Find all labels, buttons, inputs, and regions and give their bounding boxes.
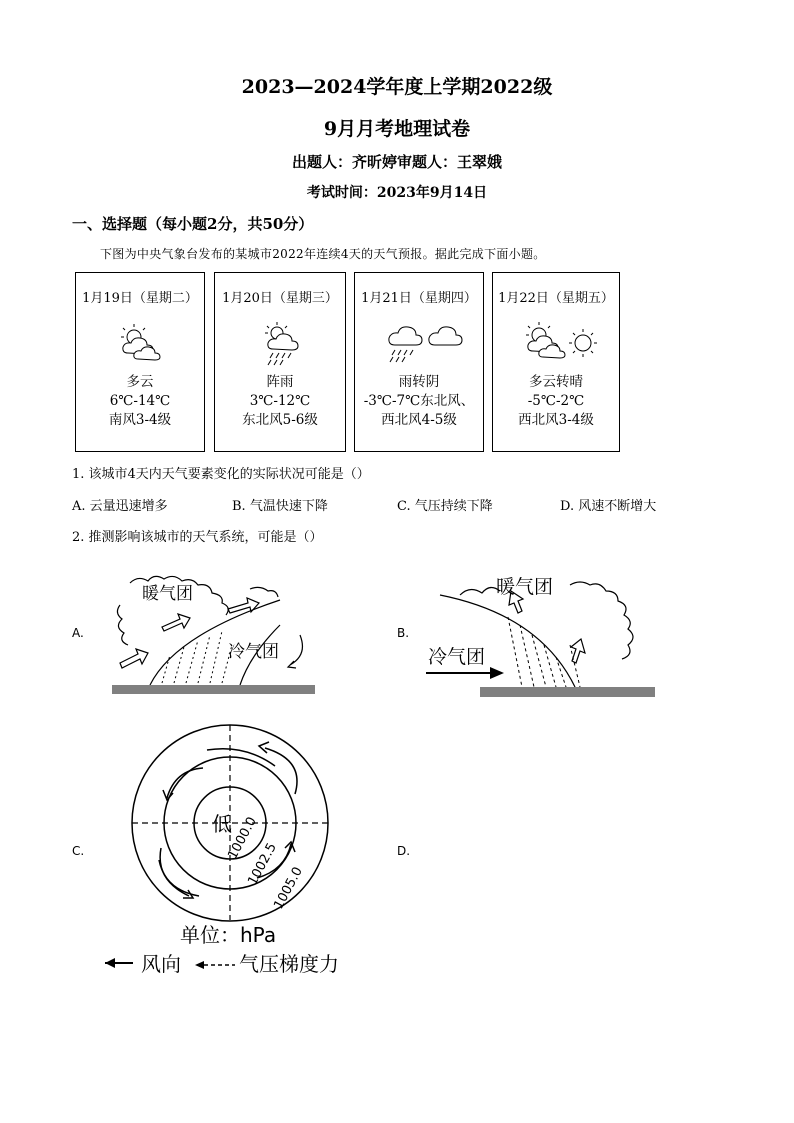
diagram-b-cold-label: 冷气团 — [428, 646, 486, 668]
question-1-option-d[interactable]: D. 风速不断增大 — [560, 499, 657, 514]
forecast-card — [492, 272, 620, 452]
exam-authors: 出题人：齐昕婷审题人：王翠娥 — [291, 153, 502, 171]
forecast-weather: 多云转晴 — [529, 374, 583, 390]
forecast-icons — [493, 319, 619, 369]
forecast-day: 1月21日（星期四） — [361, 291, 477, 306]
forecast-wind: 南风3-4级 — [108, 412, 172, 428]
forecast-weather: 阵雨 — [266, 374, 294, 390]
partly-cloudy-icon — [493, 319, 621, 369]
forecast-card — [214, 272, 346, 452]
forecast-wind: 东北风5-6级 — [242, 412, 318, 428]
question-1-option-a[interactable]: A. 云量迅速增多 — [72, 499, 168, 514]
question-2-option-d[interactable]: D. — [397, 844, 411, 858]
legend-pressure-label: 气压梯度力 — [239, 952, 339, 976]
question-2-stem: 2. 推测影响该城市的天气系统，可能是（） — [72, 530, 323, 545]
legend-wind-label: 风向 — [141, 952, 181, 976]
question-1-option-c[interactable]: C. 气压持续下降 — [397, 499, 493, 514]
rain-icon — [355, 319, 485, 369]
diagram-a-warm-label: 暖气团 — [142, 584, 193, 604]
overcast-icon — [429, 327, 462, 345]
question-2-option-a[interactable]: A. — [72, 626, 84, 640]
forecast-text — [493, 373, 619, 430]
forecast-temp: -5℃-2℃ — [527, 393, 585, 409]
forecast-day: 1月22日（星期五） — [498, 291, 614, 306]
exam-title-line1: 2023—2024学年度上学期2022级 — [241, 76, 553, 98]
diagram-c-isobar-label: 1005.0 — [271, 864, 306, 912]
partly-cloudy-icon — [76, 319, 206, 369]
diagram-c-isobar-label: 1002.5 — [245, 840, 280, 888]
forecast-text — [76, 373, 204, 430]
question-1-option-b[interactable]: B. 气温快速下降 — [232, 499, 328, 514]
forecast-wind: 西北风4-5级 — [381, 412, 457, 428]
diagram-c-center-label: 低 — [212, 812, 232, 836]
forecast-temp: -3℃-7℃东北风、 — [363, 393, 475, 409]
forecast-text — [215, 373, 345, 430]
diagram-c-low-pressure — [95, 720, 370, 985]
diagram-b-cold-front — [420, 565, 665, 705]
forecast-card — [354, 272, 484, 452]
forecast-day: 1月19日（星期二） — [82, 291, 198, 306]
diagram-c-isobar-label: 1000.0 — [225, 814, 260, 862]
forecast-wind: 西北风3-4级 — [518, 412, 594, 428]
forecast-temp: 6℃-14℃ — [109, 393, 171, 409]
question-2-option-c[interactable]: C. — [72, 844, 85, 858]
diagram-c-unit: 单位：hPa — [180, 923, 277, 947]
forecast-weather: 雨转阴 — [398, 374, 440, 390]
forecast-card — [75, 272, 205, 452]
forecast-temp: 3℃-12℃ — [249, 393, 311, 409]
forecast-day: 1月20日（星期三） — [222, 291, 338, 306]
diagram-a-warm-front — [100, 565, 325, 700]
question-intro: 下图为中央气象台发布的某城市2022年连续4天的天气预报。据此完成下面小题。 — [100, 247, 546, 261]
forecast-icons — [215, 319, 345, 369]
forecast-icons — [355, 319, 483, 369]
forecast-weather: 多云 — [126, 374, 154, 390]
question-1-stem: 1. 该城市4天内天气要素变化的实际状况可能是（） — [72, 467, 370, 482]
section-heading: 一、选择题（每小题2分，共50分） — [72, 215, 314, 233]
sun-icon — [569, 329, 597, 357]
diagram-a-cold-label: 冷气团 — [228, 642, 279, 662]
exam-time: 考试时间：2023年9月14日 — [306, 185, 488, 201]
shower-icon — [215, 319, 347, 369]
forecast-text — [355, 373, 483, 430]
forecast-icons — [76, 319, 204, 369]
diagram-b-warm-label: 暖气团 — [496, 576, 554, 598]
exam-title-line2: 9月月考地理试卷 — [323, 118, 471, 140]
question-2-option-b[interactable]: B. — [397, 626, 410, 640]
